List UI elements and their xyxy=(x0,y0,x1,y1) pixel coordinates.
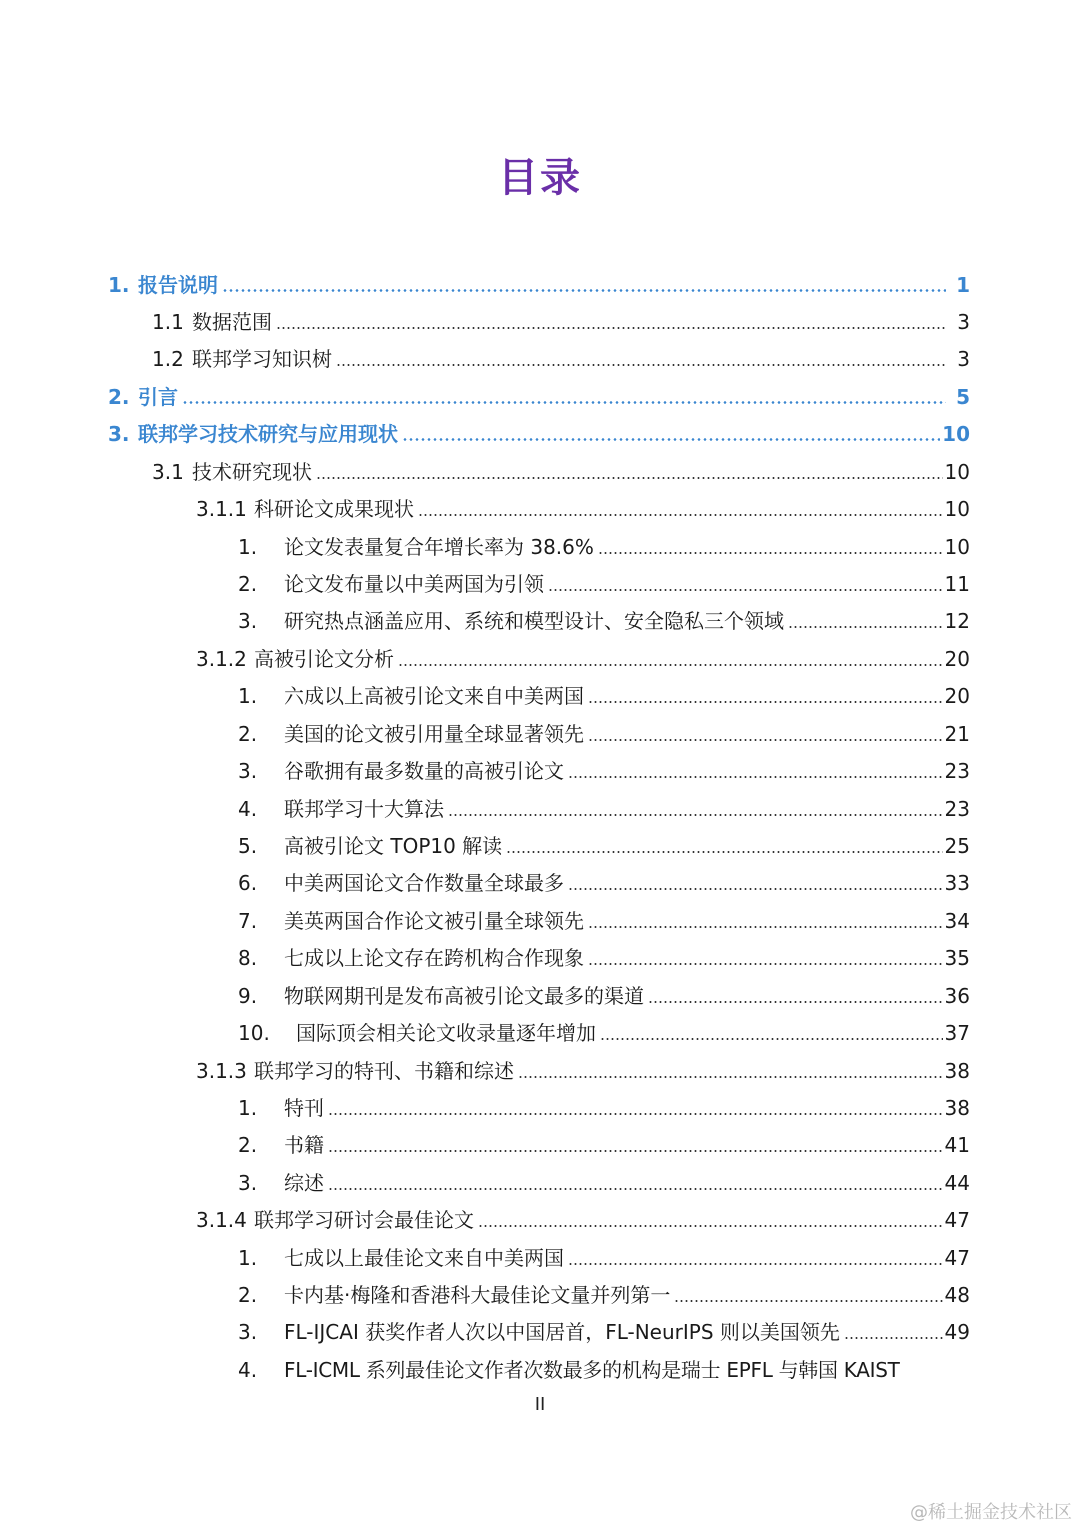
toc-entry-number: 1. xyxy=(238,1246,258,1270)
toc-entry-number: 3.1.1 xyxy=(196,497,247,521)
toc-entry[interactable] xyxy=(152,451,970,485)
dot-leader xyxy=(568,1263,943,1265)
toc-entry[interactable] xyxy=(238,1311,970,1345)
toc-entry-number: 2. xyxy=(238,1283,258,1307)
toc-entry-number: 1.1 xyxy=(152,310,184,334)
dot-leader xyxy=(222,289,946,292)
dot-leader xyxy=(328,1150,943,1152)
toc-entry-title: 联邦学习的特刊、书籍和综述 xyxy=(254,1059,514,1083)
toc-entry[interactable] xyxy=(238,900,970,934)
toc-entry-number: 8. xyxy=(238,946,258,970)
toc-entry[interactable] xyxy=(196,638,970,672)
dot-leader xyxy=(598,552,943,554)
toc-entry[interactable] xyxy=(238,1087,970,1121)
dot-leader xyxy=(588,963,943,965)
toc-entry-title: 七成以上最佳论文来自中美两国 xyxy=(284,1246,564,1270)
toc-entry-number: 3. xyxy=(108,422,130,446)
toc-entry-number: 3. xyxy=(238,609,258,633)
toc-entry-page: 10 xyxy=(944,460,970,484)
toc-entry-title: 高被引论文 TOP10 解读 xyxy=(284,834,503,858)
toc-entry-page: 11 xyxy=(944,572,970,596)
toc-entry-number: 1. xyxy=(238,1096,258,1120)
toc-entry-number: 7. xyxy=(238,909,258,933)
page-title: 目录 xyxy=(498,155,582,201)
toc-entry[interactable] xyxy=(238,1349,970,1383)
toc-entry[interactable] xyxy=(238,1124,970,1158)
toc-entry-page: 21 xyxy=(944,722,970,746)
toc-entry-title: 七成以上论文存在跨机构合作现象 xyxy=(284,946,584,970)
dot-leader xyxy=(316,477,943,479)
toc-entry-page: 10 xyxy=(942,422,970,446)
dot-leader xyxy=(328,1113,943,1115)
toc-entry-title: 联邦学习知识树 xyxy=(192,347,332,371)
toc-entry-title: 六成以上高被引论文来自中美两国 xyxy=(284,684,584,708)
toc-entry-number: 5. xyxy=(238,834,258,858)
toc-entry[interactable] xyxy=(238,600,970,634)
dot-leader xyxy=(402,438,940,441)
toc-entry[interactable] xyxy=(238,1162,970,1196)
toc-entry-page: 23 xyxy=(944,797,970,821)
dot-leader xyxy=(588,701,943,703)
dot-leader xyxy=(588,926,943,928)
toc-entry-number: 6. xyxy=(238,871,258,895)
toc-entry-number: 2. xyxy=(238,572,258,596)
toc-entry-page: 47 xyxy=(944,1208,970,1232)
dot-leader xyxy=(518,1076,943,1078)
toc-entry-number: 3.1 xyxy=(152,460,184,484)
toc-entry-title: 美英两国合作论文被引量全球领先 xyxy=(284,909,584,933)
dot-leader xyxy=(548,589,943,591)
toc-entry-title: 谷歌拥有最多数量的高被引论文 xyxy=(284,759,564,783)
dot-leader xyxy=(276,327,946,329)
toc-entry-title: 科研论文成果现状 xyxy=(254,497,414,521)
toc-entry-page: 10 xyxy=(944,535,970,559)
toc-entry-number: 1. xyxy=(238,684,258,708)
toc-entry[interactable] xyxy=(152,301,970,335)
toc-entry-title: 报告说明 xyxy=(138,273,218,297)
toc-entry-number: 2. xyxy=(238,1133,258,1157)
toc-entry-page: 5 xyxy=(956,385,970,409)
toc-entry[interactable] xyxy=(196,1199,970,1233)
dot-leader xyxy=(844,1337,943,1339)
dot-leader xyxy=(182,401,946,404)
toc-entry-page: 3 xyxy=(957,347,970,371)
toc-entry-number: 4. xyxy=(238,797,258,821)
toc-entry-page: 35 xyxy=(944,946,970,970)
toc-entry-number: 9. xyxy=(238,984,258,1008)
toc-entry[interactable] xyxy=(238,526,970,560)
toc-entry-title: 高被引论文分析 xyxy=(254,647,394,671)
toc-entry[interactable] xyxy=(238,937,970,971)
toc-entry[interactable] xyxy=(238,713,970,747)
toc-entry-title: 综述 xyxy=(284,1171,324,1195)
toc-entry-number: 3. xyxy=(238,759,258,783)
toc-entry-page: 10 xyxy=(944,497,970,521)
dot-leader xyxy=(478,1225,943,1227)
toc-entry-title: FL-ICML 系列最佳论文作者次数最多的机构是瑞士 EPFL 与韩国 KAIST xyxy=(284,1358,900,1382)
toc-entry-title: 联邦学习研讨会最佳论文 xyxy=(254,1208,474,1232)
dot-leader xyxy=(328,1188,943,1190)
dot-leader xyxy=(398,664,943,666)
toc-entry-page: 38 xyxy=(944,1096,970,1120)
toc-entry[interactable] xyxy=(108,264,970,298)
toc-entry-page: 47 xyxy=(944,1246,970,1270)
toc-entry-title: 物联网期刊是发布高被引论文最多的渠道 xyxy=(284,984,644,1008)
dot-leader xyxy=(568,888,943,890)
toc-entry[interactable] xyxy=(152,338,970,372)
toc-entry-number: 4. xyxy=(238,1358,258,1382)
page-number: II xyxy=(534,1394,546,1415)
toc-entry[interactable] xyxy=(108,413,970,447)
toc-entry[interactable] xyxy=(108,376,970,410)
toc-entry-title: 卡内基·梅隆和香港科大最佳论文量并列第一 xyxy=(284,1283,671,1307)
toc-entry-page: 37 xyxy=(944,1021,970,1045)
dot-leader xyxy=(588,739,943,741)
toc-entry[interactable] xyxy=(238,1012,970,1046)
toc-entry-title: 数据范围 xyxy=(192,310,272,334)
dot-leader xyxy=(648,1001,943,1003)
toc-entry-title: 书籍 xyxy=(284,1133,324,1157)
toc-entry-title: 引言 xyxy=(138,385,178,409)
toc-entry-number: 3.1.2 xyxy=(196,647,247,671)
toc-entry-page: 3 xyxy=(957,310,970,334)
toc-entry-title: 中美两国论文合作数量全球最多 xyxy=(284,871,564,895)
toc-entry-page: 48 xyxy=(944,1283,970,1307)
toc-entry-page: 33 xyxy=(944,871,970,895)
toc-entry-page: 20 xyxy=(944,684,970,708)
toc-entry[interactable] xyxy=(238,862,970,896)
toc-entry-number: 1. xyxy=(238,535,258,559)
dot-leader xyxy=(418,514,943,516)
dot-leader xyxy=(506,851,942,853)
toc-entry-number: 3. xyxy=(238,1171,258,1195)
dot-leader xyxy=(600,1038,943,1040)
toc-entry-page: 38 xyxy=(944,1059,970,1083)
toc-entry-title: 联邦学习十大算法 xyxy=(284,797,444,821)
toc-entry[interactable] xyxy=(196,1050,970,1084)
toc-entry-page: 44 xyxy=(944,1171,970,1195)
toc-entry[interactable] xyxy=(196,488,970,522)
toc-entry-page: 12 xyxy=(944,609,970,633)
toc-entry-page: 36 xyxy=(944,984,970,1008)
toc-entry-page: 25 xyxy=(944,834,970,858)
toc-entry-title: 美国的论文被引用量全球显著领先 xyxy=(284,722,584,746)
toc-entry-title: 论文发表量复合年增长率为 38.6% xyxy=(284,535,594,559)
toc-entry-title: 研究热点涵盖应用、系统和模型设计、安全隐私三个领域 xyxy=(284,609,784,633)
toc-entry-title: 技术研究现状 xyxy=(192,460,312,484)
dot-leader xyxy=(336,364,946,366)
toc-entry-number: 3.1.4 xyxy=(196,1208,247,1232)
toc-entry-title: 国际顶会相关论文收录量逐年增加 xyxy=(296,1021,596,1045)
toc-entry[interactable] xyxy=(238,750,970,784)
dot-leader xyxy=(448,814,943,816)
toc-entry-title: FL-IJCAI 获奖作者人次以中国居首，FL-NeurIPS 则以美国领先 xyxy=(284,1320,840,1344)
toc-entry[interactable] xyxy=(238,563,970,597)
toc-entry-number: 1.2 xyxy=(152,347,184,371)
toc-entry-page: 1 xyxy=(956,273,970,297)
dot-leader xyxy=(788,626,943,628)
toc-entry-title: 特刊 xyxy=(284,1096,324,1120)
toc-entry-title: 联邦学习技术研究与应用现状 xyxy=(138,422,398,446)
toc-entry[interactable] xyxy=(238,675,970,709)
toc-entry-number: 3.1.3 xyxy=(196,1059,247,1083)
dot-leader xyxy=(568,776,943,778)
toc-entry[interactable] xyxy=(238,1274,970,1308)
dot-leader xyxy=(674,1300,942,1302)
toc-entry-page: 20 xyxy=(944,647,970,671)
toc-entry[interactable] xyxy=(238,788,970,822)
toc-entry-page: 41 xyxy=(944,1133,970,1157)
toc-entry-title: 论文发布量以中美两国为引领 xyxy=(284,572,544,596)
toc-entry-page: 34 xyxy=(944,909,970,933)
toc-entry[interactable] xyxy=(238,975,970,1009)
toc-entry-page: 23 xyxy=(944,759,970,783)
toc-entry[interactable] xyxy=(238,1237,970,1271)
toc-entry-number: 10. xyxy=(238,1021,270,1045)
toc-entry-number: 1. xyxy=(108,273,130,297)
toc-entry-page: 49 xyxy=(944,1320,970,1344)
toc-entry[interactable] xyxy=(238,825,970,859)
toc-entry-number: 2. xyxy=(238,722,258,746)
watermark: @稀土掘金技术社区 xyxy=(910,1502,1072,1523)
toc-entry-number: 2. xyxy=(108,385,130,409)
toc-entry-number: 3. xyxy=(238,1320,258,1344)
